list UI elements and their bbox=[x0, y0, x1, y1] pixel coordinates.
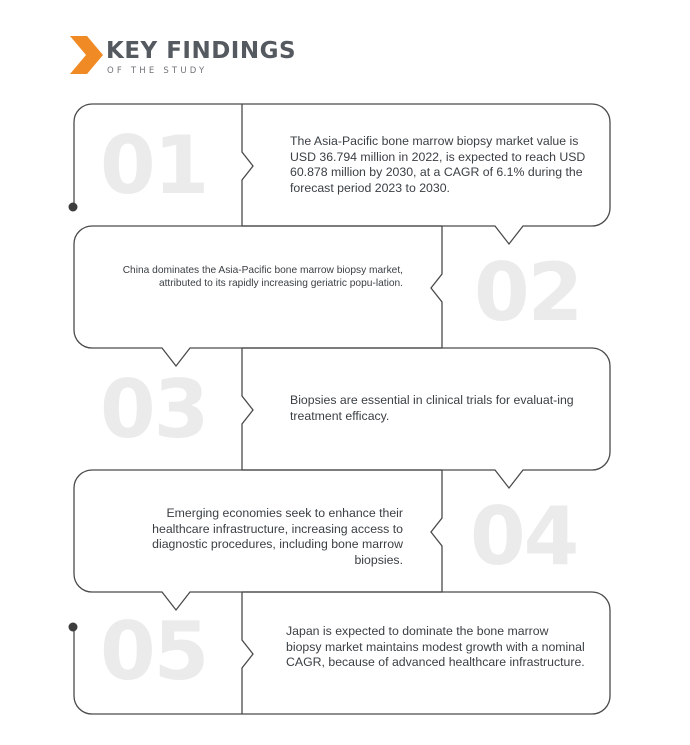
finding-number-03: 03 bbox=[100, 363, 208, 456]
finding-text-01: The Asia-Pacific bone marrow biopsy market value is USD 36.794 million in 2022, is expected to reach USD 60.878 million by 2030, at a CAGR of 6.1% during the forecast period 2023 to 2030. bbox=[290, 134, 586, 196]
frame-end-dot bbox=[69, 623, 78, 632]
finding-number-05: 05 bbox=[100, 605, 208, 698]
finding-number-02: 02 bbox=[474, 246, 582, 339]
finding-text-03: Biopsies are essential in clinical trials for evaluat-ing treatment efficacy. bbox=[290, 393, 574, 423]
finding-text-02: China dominates the Asia-Pacific bone marrow biopsy market, attributed to its rapidly increasing geriatric popu-lation. bbox=[122, 265, 403, 290]
finding-number-04: 04 bbox=[470, 490, 578, 583]
finding-text-04: Emerging economies seek to enhance their healthcare infrastructure, increasing access to diagnostic procedures, including bone marrow biopsies. bbox=[152, 506, 403, 568]
page-title: KEY FINDINGS bbox=[106, 38, 297, 64]
frame-start-dot bbox=[69, 203, 78, 212]
finding-number-01: 01 bbox=[100, 119, 208, 212]
page-subtitle: OF THE STUDY bbox=[107, 66, 208, 76]
finding-text-05: Japan is expected to dominate the bone marrow biopsy market maintains modest growth with a nominal CAGR, because of advanced healthcare infrastructure. bbox=[286, 624, 585, 670]
